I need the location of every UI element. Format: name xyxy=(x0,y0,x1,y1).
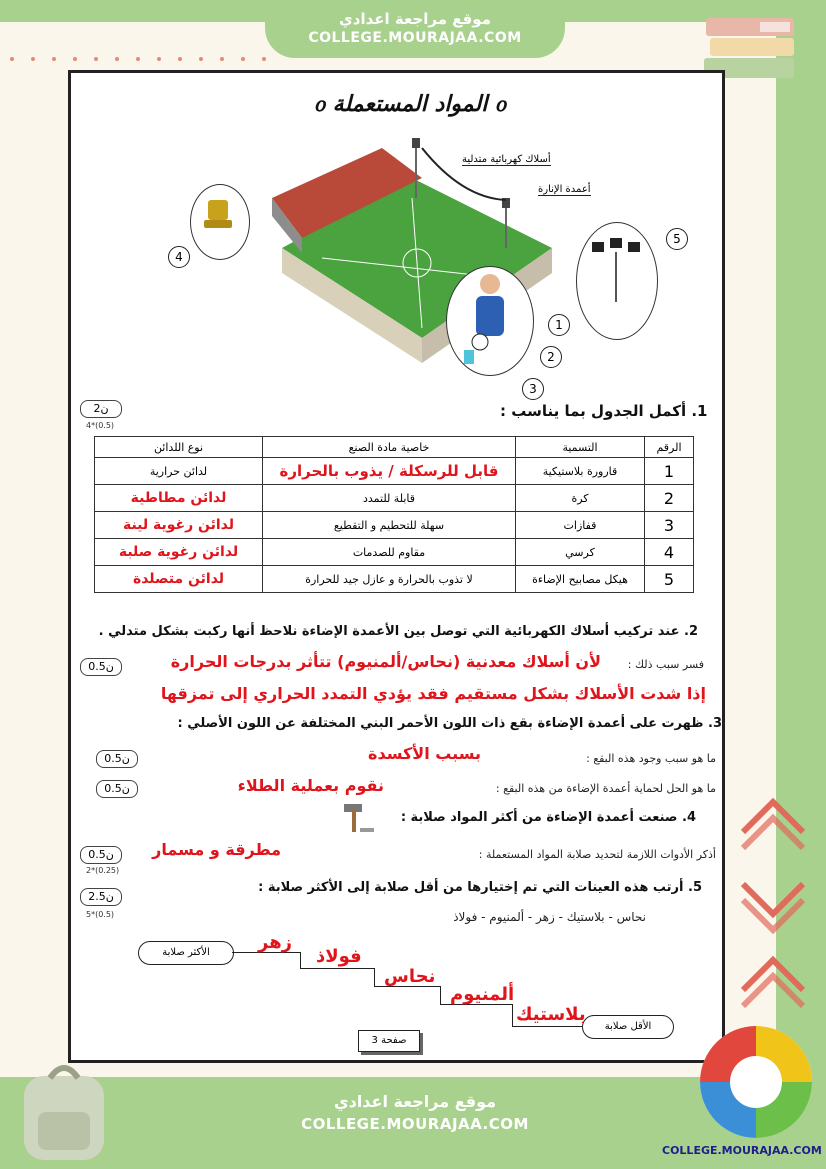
row-number: 3 xyxy=(645,512,694,539)
q4-heading: 4. صنعت أعمدة الإضاءة من أكثر المواد صلابة : xyxy=(400,810,696,825)
q1-note: 4*(0.5) xyxy=(86,421,115,430)
row-name: كرسي xyxy=(516,539,645,566)
header-type: نوع اللدائن xyxy=(95,437,263,458)
row-property: لا تذوب بالحرارة و عازل جيد للحرارة xyxy=(263,566,516,593)
rank-4: ألمنيوم xyxy=(450,984,515,1005)
q3-answer-1: بسبب الأكسدة xyxy=(368,744,481,763)
row-property: مقاوم للصدمات xyxy=(263,539,516,566)
page-title-text: المواد المستعملة xyxy=(332,92,488,117)
row-property: قابلة للتمدد xyxy=(263,485,516,512)
q2-answer-1: لأن أسلاك معدنية (نحاس/ألمنيوم) تتأثر بدرجات الحرارة xyxy=(170,652,601,671)
footer-banner xyxy=(270,1078,560,1148)
decorative-dots xyxy=(10,46,283,65)
row-property: قابل للرسكلة / يذوب بالحرارة xyxy=(263,458,516,485)
callout-number-3: 3 xyxy=(522,378,544,400)
q1-score: 2ن xyxy=(80,400,122,418)
rank-1: زهر xyxy=(258,932,293,953)
backpack-icon xyxy=(14,1056,114,1164)
row-property: سهلة للتحطيم و التقطيع xyxy=(263,512,516,539)
rank-3: نحاس xyxy=(384,966,436,987)
header-site-url[interactable]: COLLEGE.MOURAJAA.COM xyxy=(308,30,522,46)
header-banner xyxy=(265,0,565,58)
q5-score: 2.5ن xyxy=(80,888,122,906)
chair-icon xyxy=(200,198,238,238)
q2-heading: 2. عند تركيب أسلاك الكهربائية التي توصل بين الأعمدة الإضاءة نلاحظ أنها ركبت بشكل متدلي . xyxy=(98,624,698,639)
page-title xyxy=(300,92,520,118)
table-row xyxy=(95,539,694,566)
q3-answer-2: نقوم بعملية الطلاء xyxy=(237,776,384,795)
q3-prompt-1: ما هو سبب وجود هذه البقع : xyxy=(586,752,716,765)
most-hard-label: الأكثر صلابة xyxy=(138,941,234,965)
table-row xyxy=(95,566,694,593)
header-property: خاصية مادة الصنع xyxy=(263,437,516,458)
footer-site-name: موقع مراجعة اعدادي xyxy=(333,1092,497,1111)
table-header-row xyxy=(95,437,694,458)
q4-prompt: أذكر الأدوات اللازمة لتحديد صلابة المواد المستعملة : xyxy=(478,848,716,861)
chevron-up-icon xyxy=(738,792,808,852)
callout-number-1: 1 xyxy=(548,314,570,336)
callout-number-2: 2 xyxy=(540,346,562,368)
hammer-nail-icon xyxy=(340,800,376,838)
q5-samples: نحاس - بلاستيك - زهر - ألمنيوم - فولاذ xyxy=(453,910,646,924)
table-row xyxy=(95,485,694,512)
footer-site-url[interactable]: COLLEGE.MOURAJAA.COM xyxy=(301,1115,529,1133)
q3-heading: 3. ظهرت على أعمدة الإضاءة بقع ذات اللون الأحمر البني المختلفة عن اللون الأصلي : xyxy=(177,716,722,731)
row-number: 2 xyxy=(645,485,694,512)
header-site-name: موقع مراجعة اعدادي xyxy=(339,10,491,28)
ornament-icon: ᦞ xyxy=(487,92,506,117)
rank-5: بلاستيك xyxy=(516,1004,586,1025)
chevron-up-icon xyxy=(738,950,808,1010)
q2-prompt: فسر سبب ذلك : xyxy=(627,658,704,671)
player-icon xyxy=(462,270,518,370)
stair-line xyxy=(512,1004,513,1026)
header-number: الرقم xyxy=(645,437,694,458)
row-type: لدائن مطاطية xyxy=(95,485,263,512)
row-type: لدائن متصلدة xyxy=(95,566,263,593)
page-number: صفحة 3 xyxy=(358,1030,420,1052)
site-logo-icon xyxy=(694,1024,818,1142)
stair-line xyxy=(300,952,301,968)
table-row xyxy=(95,512,694,539)
q3-score-1: 0.5ن xyxy=(96,750,138,768)
materials-table xyxy=(94,436,694,593)
q5-note: 5*(0.5) xyxy=(86,910,115,919)
label-wires: أسلاك كهربائية متدلية xyxy=(462,154,551,165)
q3-prompt-2: ما هو الحل لحماية أعمدة الإضاءة من هذه البقع : xyxy=(495,782,716,795)
q5-heading: 5. أرتب هذه العينات التي تم إختيارها من أقل صلابة إلى الأكثر صلابة : xyxy=(258,880,702,895)
row-name: هيكل مصابيح الإضاءة xyxy=(516,566,645,593)
callout-number-5: 5 xyxy=(666,228,688,250)
q3-score-2: 0.5ن xyxy=(96,780,138,798)
q4-answer: مطرقة و مسمار xyxy=(152,840,281,859)
stair-line xyxy=(440,986,441,1004)
q1-heading: 1. أكمل الجدول بما يناسب : xyxy=(500,402,708,420)
header-name: التسمية xyxy=(516,437,645,458)
q2-answer-2: إذا شدت الأسلاك بشكل مستقيم فقد يؤدي التمدد الحراري إلى تمزقها xyxy=(160,684,706,703)
stair-line xyxy=(374,968,375,986)
label-poles: أعمدة الإنارة xyxy=(538,184,591,195)
callout-number-4: 4 xyxy=(168,246,190,268)
row-type: لدائن رغوية صلبة xyxy=(95,539,263,566)
chevron-down-icon xyxy=(738,874,808,934)
q2-score: 0.5ن xyxy=(80,658,122,676)
stair-line xyxy=(512,1026,582,1027)
row-type: لدائن حرارية xyxy=(95,458,263,485)
stair-line xyxy=(300,968,374,969)
row-type: لدائن رغوية لينة xyxy=(95,512,263,539)
row-number: 1 xyxy=(645,458,694,485)
logo-url[interactable]: COLLEGE.MOURAJAA.COM xyxy=(662,1144,822,1157)
least-hard-label: الأقل صلابة xyxy=(582,1015,674,1039)
q4-score: 0.5ن xyxy=(80,846,122,864)
ornament-icon: ᦞ xyxy=(314,92,333,117)
table-row xyxy=(95,458,694,485)
row-name: قارورة بلاستيكية xyxy=(516,458,645,485)
row-number: 4 xyxy=(645,539,694,566)
q4-note: 2*(0.25) xyxy=(86,866,120,875)
row-name: كرة xyxy=(516,485,645,512)
row-name: قفازات xyxy=(516,512,645,539)
rank-2: فولاذ xyxy=(316,946,362,967)
row-number: 5 xyxy=(645,566,694,593)
floodlight-icon xyxy=(588,234,644,304)
